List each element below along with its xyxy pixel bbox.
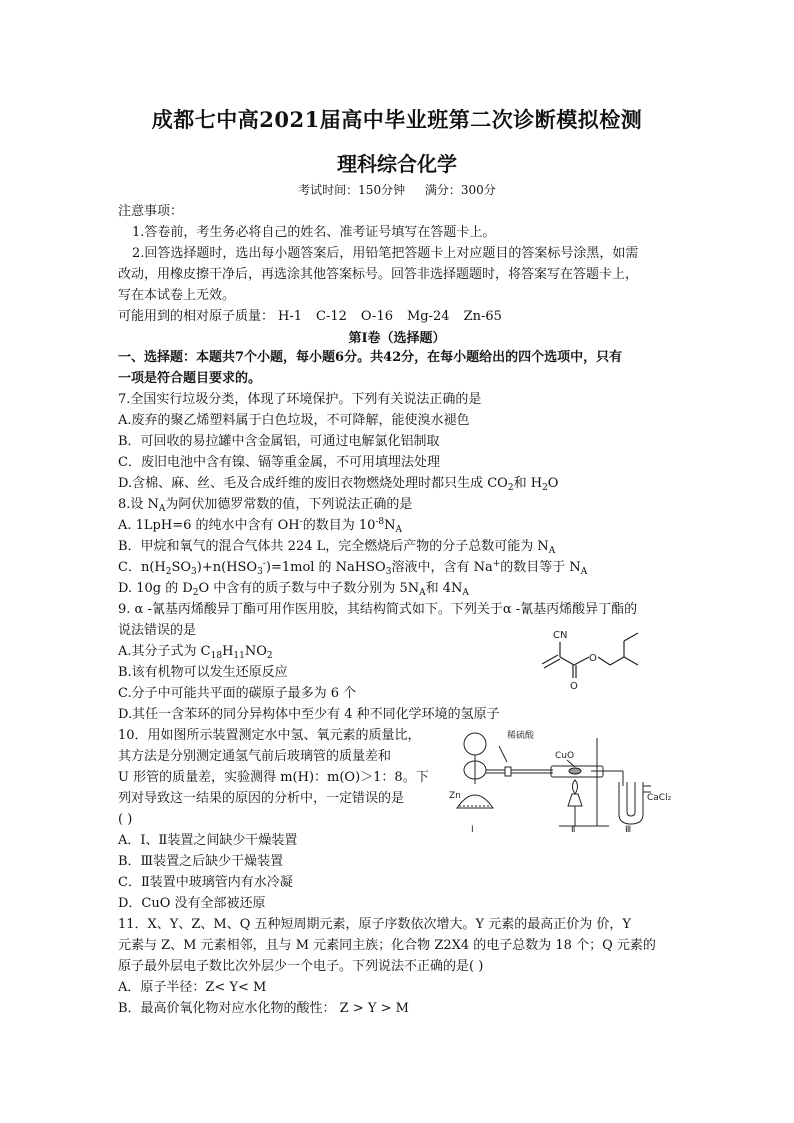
exam-score: 满分：300分 xyxy=(424,183,496,197)
q8-c-5: 的数目等于 N xyxy=(500,560,581,575)
sup-minus-8: -8 xyxy=(375,517,385,527)
section-heading: 第Ⅰ卷（选择题） xyxy=(348,331,446,346)
fig-zn-label: Zn xyxy=(449,791,461,801)
sub-2: 2 xyxy=(192,588,199,598)
q8-d-and: 和 4N xyxy=(425,581,463,596)
q11-option-a: A．原子半径：Z< Y< M xyxy=(118,980,267,995)
mass-zn: Zn-65 xyxy=(463,309,502,324)
q8-c-pre: C．n(H xyxy=(118,560,166,575)
sub-a: A xyxy=(419,588,426,598)
q8-b-text: B．甲烷和氧气的混合气体共 224 L，完全燃烧后产物的分子总数可能为 N xyxy=(118,539,549,554)
q8-stem-pre: 8.设 N xyxy=(118,497,159,512)
fig-label-iii: Ⅲ xyxy=(625,825,632,834)
sub-3: 3 xyxy=(191,567,197,577)
q9-option-b: B.该有机物可以发生还原反应 xyxy=(118,665,288,680)
q8-a-mid: 的数目为 10 xyxy=(302,518,376,533)
exam-subtitle: 理科综合化学 xyxy=(337,152,457,176)
fig-label-ii: Ⅱ xyxy=(571,825,576,834)
sub-3: 3 xyxy=(257,567,263,577)
fig-acid-label: 稀硫酸 xyxy=(507,731,535,741)
q7-d-text: D.含棉、麻、丝、毛及合成纤维的废旧衣物燃烧处理时都只生成 CO xyxy=(118,476,508,491)
q11-stem-2: 元素与 Z、M 元素相邻，且与 M 元素同主族；化合物 Z2X4 的电子总数为 18 个；Q 元素的 xyxy=(118,938,656,953)
q7-option-b: B．可回收的易拉罐中含金属铝，可通过电解氯化铝制取 xyxy=(118,434,440,449)
section-instructions-1: 一、选择题：本题共7个小题，每小题6分。共42分，在每小题给出的四个选项中，只有 xyxy=(118,350,623,365)
sup-plus: + xyxy=(492,559,501,569)
mass-o: O-16 xyxy=(360,309,393,324)
sup-minus: - xyxy=(299,517,303,527)
q9-a-h: H xyxy=(222,644,234,659)
q7-stem: 7.全国实行垃圾分类，体现了环境保护。下列有关说法正确的是 xyxy=(118,392,482,407)
note-2-line-2: 改动，用橡皮擦干净后，再选涂其他答案标号。回答非选择题题时，将答案写在答题卡上， xyxy=(118,267,639,282)
notes-heading: 注意事项： xyxy=(118,204,184,219)
q10-stem-3: U 形管的质量差，实验测得 m(H)：m(O)＞1：8。下 xyxy=(118,770,429,785)
struct-ester-o-label: O xyxy=(589,653,597,664)
q9-stem-1: 9. α -氰基丙烯酸异丁酯可用作医用胶，其结构简式如下。下列关于α -氰基丙烯酸异丁酯的 xyxy=(118,602,638,617)
q10-stem-4: 列对导致这一结果的原因的分析中，一定错误的是 xyxy=(118,791,405,806)
sub-2: 2 xyxy=(542,483,548,493)
q10-stem-2: 其方法是分别测定通氢气前后玻璃管的质量差和 xyxy=(118,749,392,764)
note-2-line-1: 2.回答选择题时，选出每小题答案后，用铅笔把答题卡上对应题目的答案标号涂黑，如需 xyxy=(132,246,639,261)
q7-d-post: O xyxy=(547,476,559,491)
q11-option-b: B．最高价氧化物对应水化物的酸性： Z > Y > M xyxy=(118,1001,409,1016)
fig-cacl2-label: CaCl₂ xyxy=(647,793,672,803)
q8-stem-post: 为阿伏加德罗常数的值，下列说法正确的是 xyxy=(165,497,413,512)
atomic-masses-label: 可能用到的相对原子质量： xyxy=(118,309,275,324)
sub-2: 2 xyxy=(165,567,172,577)
q8-a-post: N xyxy=(384,518,396,533)
sub-a: A xyxy=(462,588,469,598)
q11-stem-1: 11．X、Y、Z、M、Q 五种短周期元素，原子序数依次增大。Y 元素的最高正价为 价，Y xyxy=(118,917,631,932)
sub-2: 2 xyxy=(507,483,514,493)
q9-a-no: NO xyxy=(244,644,267,659)
q8-stem xyxy=(118,494,412,515)
mass-c: C-12 xyxy=(316,309,347,324)
q8-d-pre: D. 10g 的 D xyxy=(118,581,193,596)
q8-option-c xyxy=(118,557,587,578)
q10-stem-5: ( ) xyxy=(118,812,133,827)
q9-option-c: C.分子中可能共平面的碳原子最多为 6 个 xyxy=(118,686,357,701)
q8-c-2: )+n(HSO xyxy=(196,560,258,575)
q9-option-a xyxy=(118,641,273,662)
exam-time: 考试时间：150分钟 xyxy=(298,183,406,197)
q8-option-d xyxy=(118,578,469,599)
sub-a: A xyxy=(158,504,166,514)
sub-a: A xyxy=(548,546,556,556)
apparatus-figure xyxy=(447,726,679,834)
q10-option-c: C．Ⅱ装置中玻璃管内有水冷凝 xyxy=(118,875,293,890)
q11-stem-3: 原子最外层电子数比次外层少一个电子。下列说法不正确的是( ) xyxy=(118,959,484,974)
section-instructions-2: 一项是符合题目要求的。 xyxy=(118,371,262,386)
struct-cn-label: CN xyxy=(553,630,568,641)
q9-a-pre: A.其分子式为 C xyxy=(118,644,211,659)
q8-c-1: SO xyxy=(171,560,192,575)
q7-option-d xyxy=(118,473,558,494)
exam-title: 成都七中高2021届高中毕业班第二次诊断模拟检测 xyxy=(151,107,643,132)
sub-18: 18 xyxy=(210,651,223,661)
q8-option-a xyxy=(118,515,402,536)
sub-a: A xyxy=(395,525,403,535)
note-2-line-3: 写在本试卷上无效。 xyxy=(118,288,236,303)
q8-c-4: 溶液中，含有 Na xyxy=(391,560,493,575)
mass-h: H-1 xyxy=(278,309,303,324)
exam-meta xyxy=(0,181,794,198)
note-1: 1.答卷前，考生务必将自己的姓名、准考证号填写在答题卡上。 xyxy=(132,225,496,240)
molecule-structure xyxy=(536,624,660,692)
q10-option-a: A．Ⅰ、Ⅱ装置之间缺少干燥装置 xyxy=(118,833,298,848)
sub-2: 2 xyxy=(266,651,273,661)
q8-d-mid: O 中含有的质子数与中子数分别为 5N xyxy=(198,581,420,596)
fig-label-i: Ⅰ xyxy=(471,825,474,834)
q7-option-c: C．废旧电池中含有镍、镉等重金属，不可用填埋法处理 xyxy=(118,455,440,470)
q10-stem-1: 10．用如图所示装置测定水中氢、氧元素的质量比， xyxy=(118,728,421,743)
q10-option-b: B．Ⅲ装置之后缺少干燥装置 xyxy=(118,854,284,869)
sub-a: A xyxy=(580,567,588,577)
q8-c-3: )=1mol 的 NaHSO xyxy=(265,560,386,575)
q7-d-mid: 和 H xyxy=(513,476,543,491)
q10-option-d: D．CuO 没有全部被还原 xyxy=(118,896,266,911)
q9-option-d: D.其任一含苯环的同分异构体中至少有 4 种不同化学环境的氢原子 xyxy=(118,707,500,722)
q9-stem-2: 说法错误的是 xyxy=(118,623,197,638)
atomic-masses xyxy=(118,306,516,327)
sub-11: 11 xyxy=(233,651,245,661)
q8-option-b xyxy=(118,536,555,557)
sub-3: 3 xyxy=(385,567,392,577)
fig-cuo-label: CuO xyxy=(555,751,575,761)
struct-carbonyl-o-label: O xyxy=(570,681,578,692)
mass-mg: Mg-24 xyxy=(407,309,450,324)
q8-a-pre: A. 1LpH=6 的纯水中含有 OH xyxy=(118,518,300,533)
sup-minus: - xyxy=(262,559,266,569)
q7-option-a: A.废弃的聚乙烯塑料属于白色垃圾，不可降解，能使溴水褪色 xyxy=(118,413,470,428)
